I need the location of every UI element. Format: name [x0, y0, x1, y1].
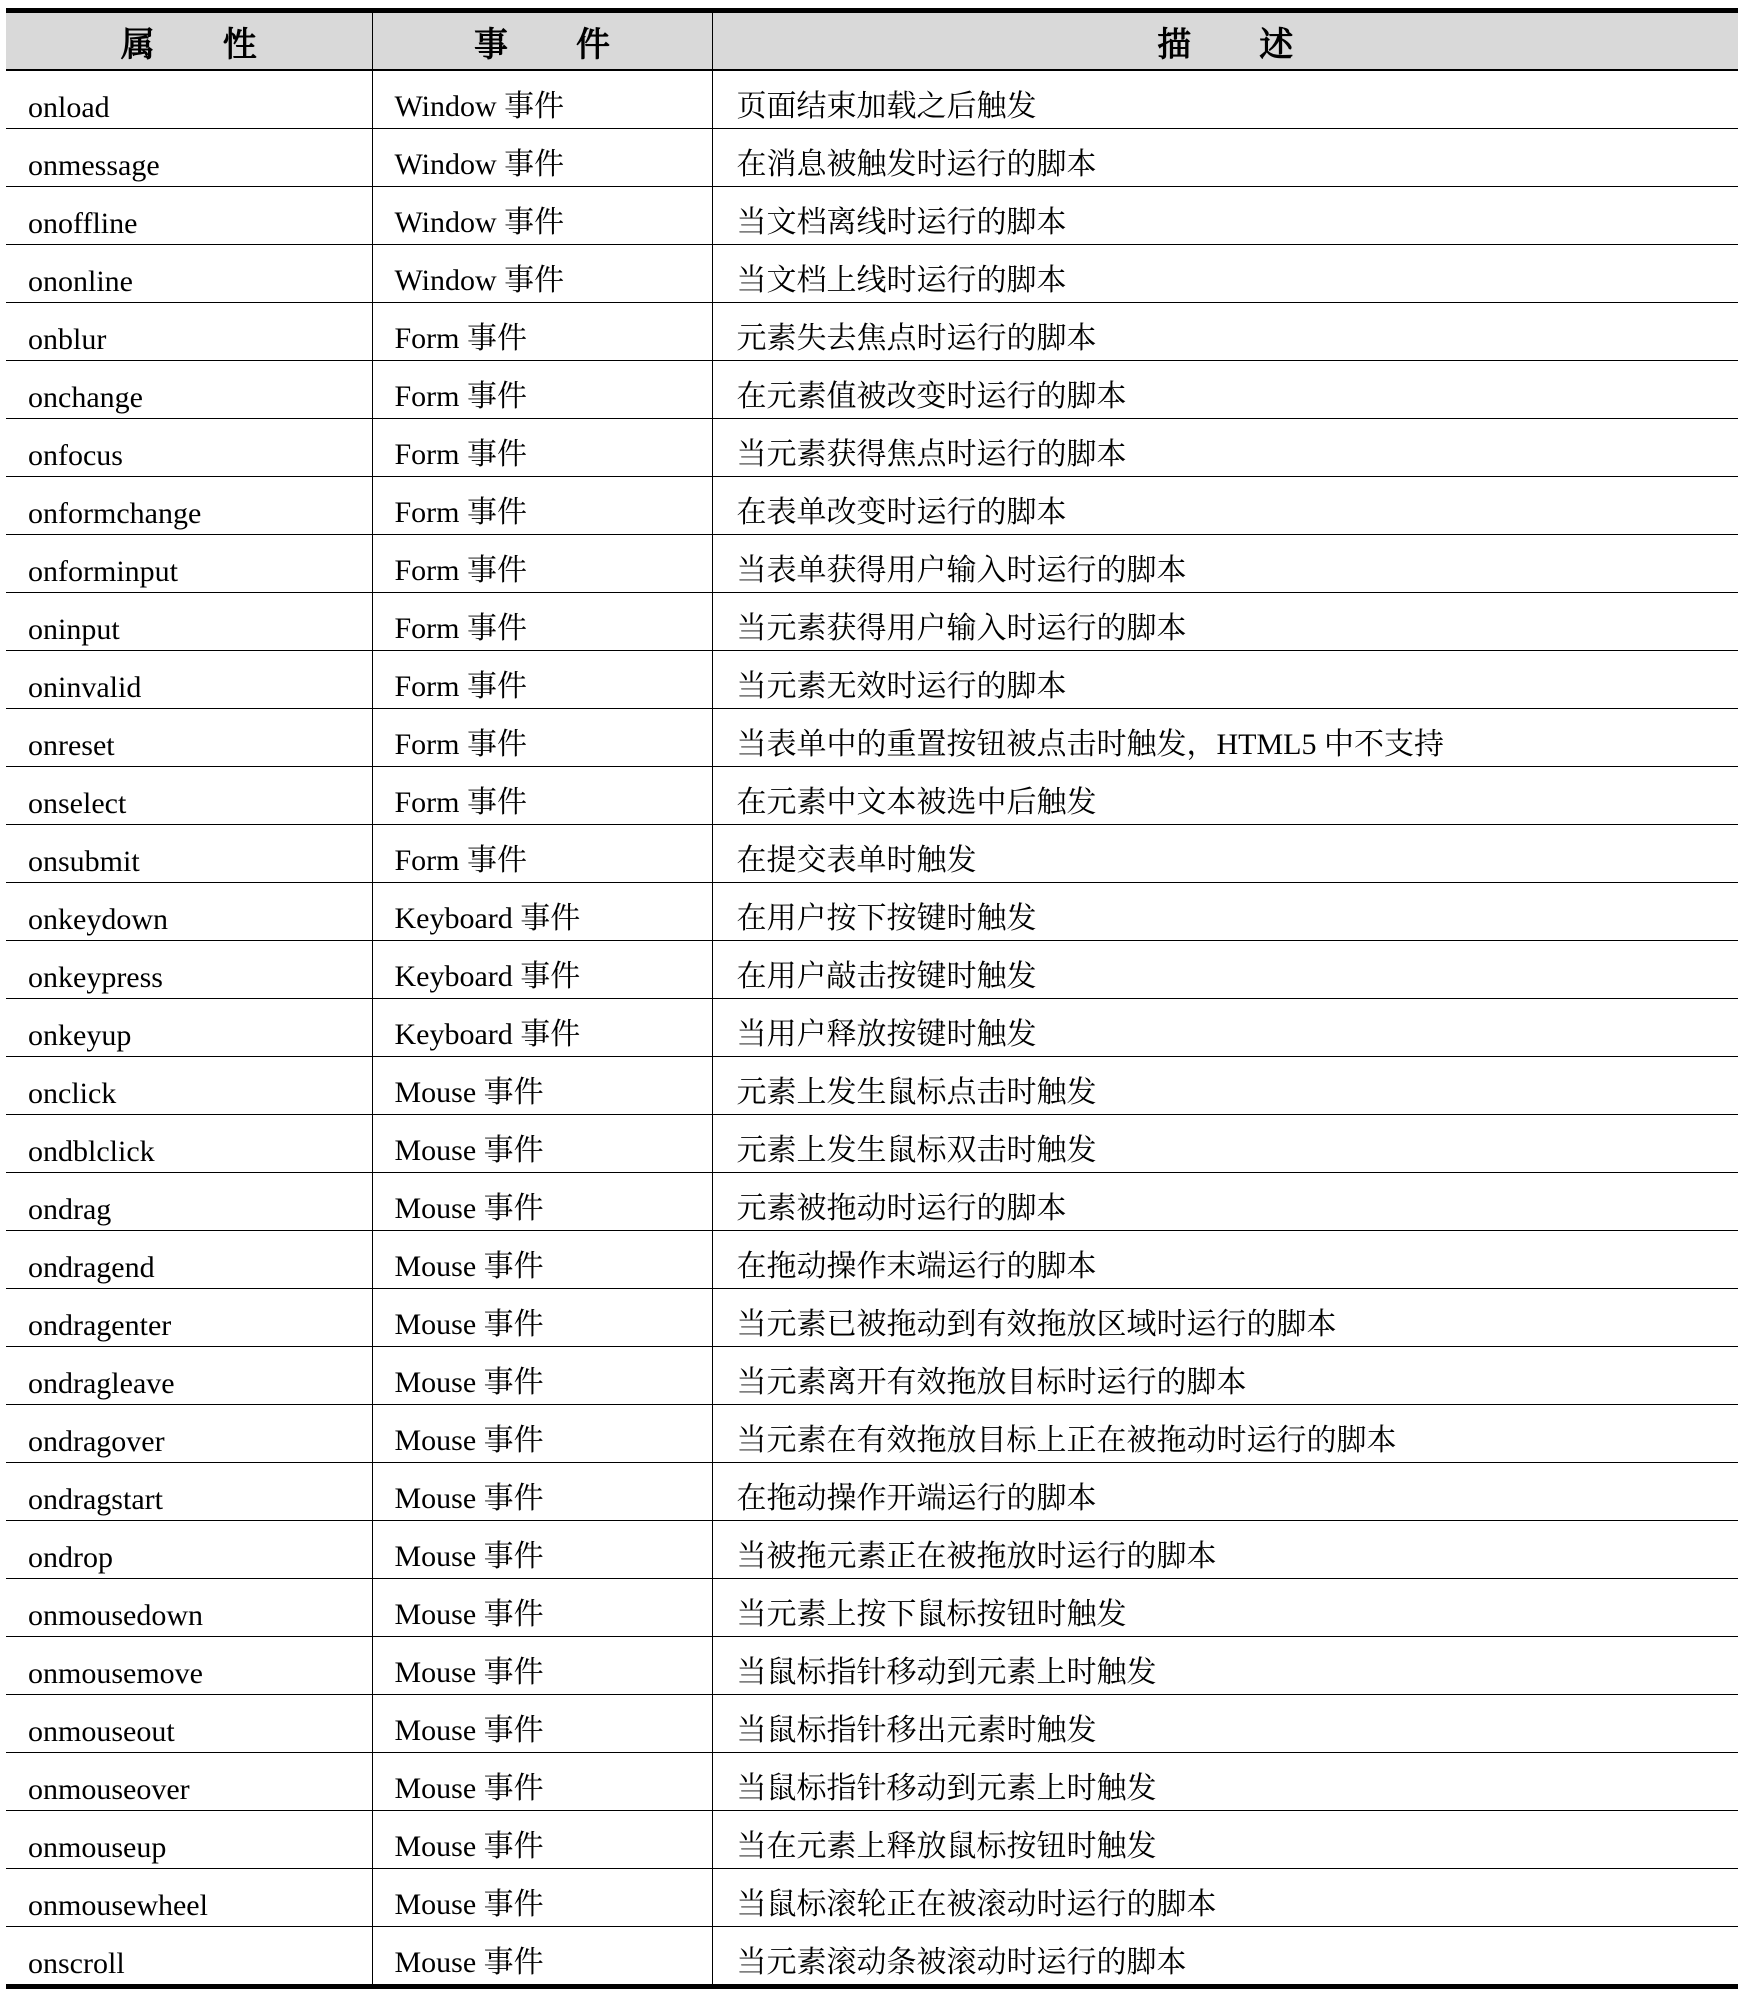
- event-type-cell: Mouse 事件: [372, 1753, 712, 1811]
- header-event: 事 件: [372, 11, 712, 71]
- description-cell: 当元素获得用户输入时运行的脚本: [712, 593, 1738, 651]
- description-cell: 当表单中的重置按钮被点击时触发，HTML5 中不支持: [712, 709, 1738, 767]
- event-type-cell: Form 事件: [372, 593, 712, 651]
- table-row: [6, 187, 1738, 245]
- header-attribute: 属 性: [6, 11, 372, 71]
- attribute-cell: onsubmit: [6, 825, 372, 883]
- description-cell: 在元素中文本被选中后触发: [712, 767, 1738, 825]
- description-cell: 元素上发生鼠标点击时触发: [712, 1057, 1738, 1115]
- event-type-cell: Keyboard 事件: [372, 941, 712, 999]
- description-cell: 在消息被触发时运行的脚本: [712, 129, 1738, 187]
- event-type-cell: Mouse 事件: [372, 1115, 712, 1173]
- description-cell: 当被拖元素正在被拖放时运行的脚本: [712, 1521, 1738, 1579]
- event-type-cell: Window 事件: [372, 129, 712, 187]
- table-row: [6, 883, 1738, 941]
- event-type-cell: Form 事件: [372, 477, 712, 535]
- description-cell: 当鼠标指针移动到元素上时触发: [712, 1753, 1738, 1811]
- event-type-cell: Mouse 事件: [372, 1347, 712, 1405]
- attribute-cell: onoffline: [6, 187, 372, 245]
- description-cell: 当元素上按下鼠标按钮时触发: [712, 1579, 1738, 1637]
- event-type-cell: Window 事件: [372, 70, 712, 129]
- event-type-cell: Form 事件: [372, 535, 712, 593]
- table-row: [6, 1347, 1738, 1405]
- event-type-cell: Mouse 事件: [372, 1289, 712, 1347]
- table-row: [6, 1695, 1738, 1753]
- table-row: [6, 1057, 1738, 1115]
- event-type-cell: Mouse 事件: [372, 1869, 712, 1927]
- description-cell: 在用户按下按键时触发: [712, 883, 1738, 941]
- attribute-cell: onscroll: [28, 1947, 125, 1980]
- attribute-cell: ononline: [6, 245, 372, 303]
- event-type-cell: Window 事件: [372, 245, 712, 303]
- description-cell: 当鼠标指针移动到元素上时触发: [712, 1637, 1738, 1695]
- event-type-cell: Form 事件: [372, 303, 712, 361]
- attribute-cell: onselect: [6, 767, 372, 825]
- table-row: [6, 767, 1738, 825]
- attribute-cell: ondragstart: [6, 1463, 372, 1521]
- attribute-cell: oninput: [6, 593, 372, 651]
- attribute-cell: onchange: [6, 361, 372, 419]
- table-row: [6, 1173, 1738, 1231]
- table-row: [6, 535, 1738, 593]
- table-row: [6, 1753, 1738, 1811]
- event-type-cell: Mouse 事件: [372, 1637, 712, 1695]
- table-row: [6, 1869, 1738, 1927]
- attribute-cell: onreset: [6, 709, 372, 767]
- description-cell: 当文档离线时运行的脚本: [712, 187, 1738, 245]
- attribute-cell: onkeydown: [6, 883, 372, 941]
- attribute-cell: onkeypress: [6, 941, 372, 999]
- attribute-cell: onclick: [6, 1057, 372, 1115]
- event-type-cell: Form 事件: [372, 825, 712, 883]
- description-cell: 当元素无效时运行的脚本: [712, 651, 1738, 709]
- event-type-cell: Mouse 事件: [372, 1521, 712, 1579]
- attribute-cell: onmessage: [6, 129, 372, 187]
- description-cell: 当元素滚动条被滚动时运行的脚本: [712, 1927, 1738, 1987]
- attribute-cell: onfocus: [6, 419, 372, 477]
- table-row: [6, 1463, 1738, 1521]
- attribute-cell: ondragover: [6, 1405, 372, 1463]
- table-row: [6, 1231, 1738, 1289]
- table-row: [6, 1521, 1738, 1579]
- header-description: 描 述: [712, 11, 1738, 71]
- event-type-cell: Mouse 事件: [372, 1927, 712, 1987]
- description-cell: 元素失去焦点时运行的脚本: [712, 303, 1738, 361]
- event-type-cell: Keyboard 事件: [372, 883, 712, 941]
- event-type-cell: Mouse 事件: [372, 1405, 712, 1463]
- description-cell: 当元素离开有效拖放目标时运行的脚本: [712, 1347, 1738, 1405]
- description-cell: 当文档上线时运行的脚本: [712, 245, 1738, 303]
- event-type-cell: Form 事件: [372, 361, 712, 419]
- description-cell: 在拖动操作开端运行的脚本: [712, 1463, 1738, 1521]
- attribute-cell: onmouseout: [6, 1695, 372, 1753]
- description-cell: 当鼠标指针移出元素时触发: [712, 1695, 1738, 1753]
- table-row: [6, 651, 1738, 709]
- attribute-cell: onload: [6, 70, 372, 129]
- table-row: [6, 477, 1738, 535]
- description-cell: 在用户敲击按键时触发: [712, 941, 1738, 999]
- description-cell: 元素上发生鼠标双击时触发: [712, 1115, 1738, 1173]
- table-row: [6, 941, 1738, 999]
- event-attributes-table: [6, 8, 1738, 1989]
- description-cell: 当元素在有效拖放目标上正在被拖动时运行的脚本: [712, 1405, 1738, 1463]
- description-cell: 页面结束加载之后触发: [712, 70, 1738, 129]
- table-row: [6, 593, 1738, 651]
- table-row: [6, 1811, 1738, 1869]
- description-cell: 在拖动操作末端运行的脚本: [712, 1231, 1738, 1289]
- table-row: [6, 70, 1738, 129]
- attribute-cell: oninvalid: [6, 651, 372, 709]
- event-type-cell: Form 事件: [372, 419, 712, 477]
- event-type-cell: Mouse 事件: [372, 1463, 712, 1521]
- description-cell: 当表单获得用户输入时运行的脚本: [712, 535, 1738, 593]
- attribute-cell: ondragend: [6, 1231, 372, 1289]
- event-type-cell: Mouse 事件: [372, 1231, 712, 1289]
- table-row: [6, 1115, 1738, 1173]
- event-type-cell: Mouse 事件: [372, 1811, 712, 1869]
- attribute-cell: onmousemove: [6, 1637, 372, 1695]
- event-attributes-table-container: [6, 8, 1738, 1989]
- table-body: [6, 70, 1738, 1987]
- description-cell: 当元素已被拖动到有效拖放区域时运行的脚本: [712, 1289, 1738, 1347]
- description-cell: 在表单改变时运行的脚本: [712, 477, 1738, 535]
- description-cell: 当元素获得焦点时运行的脚本: [712, 419, 1738, 477]
- description-cell: 当鼠标滚轮正在被滚动时运行的脚本: [712, 1869, 1738, 1927]
- attribute-cell: ondrop: [6, 1521, 372, 1579]
- attribute-cell: onmouseover: [6, 1753, 372, 1811]
- attribute-cell: onformchange: [6, 477, 372, 535]
- event-type-cell: Form 事件: [372, 709, 712, 767]
- event-type-cell: Form 事件: [372, 767, 712, 825]
- description-cell: 在提交表单时触发: [712, 825, 1738, 883]
- table-row: [6, 361, 1738, 419]
- table-row: [6, 1405, 1738, 1463]
- table-row: [6, 1637, 1738, 1695]
- attribute-cell: ondrag: [6, 1173, 372, 1231]
- table-row: [6, 825, 1738, 883]
- description-cell: 当在元素上释放鼠标按钮时触发: [712, 1811, 1738, 1869]
- event-type-cell: Mouse 事件: [372, 1057, 712, 1115]
- attribute-cell: onkeyup: [6, 999, 372, 1057]
- table-header-row: [6, 11, 1738, 71]
- attribute-cell: onmousedown: [6, 1579, 372, 1637]
- table-row: [6, 129, 1738, 187]
- description-cell: 元素被拖动时运行的脚本: [712, 1173, 1738, 1231]
- table-row: [6, 245, 1738, 303]
- table-row: [6, 1289, 1738, 1347]
- event-type-cell: Keyboard 事件: [372, 999, 712, 1057]
- attribute-cell: ondragleave: [6, 1347, 372, 1405]
- table-row: [6, 1579, 1738, 1637]
- table-row: [6, 999, 1738, 1057]
- event-type-cell: Window 事件: [372, 187, 712, 245]
- table-row: [6, 709, 1738, 767]
- event-type-cell: Mouse 事件: [372, 1173, 712, 1231]
- description-cell: 当用户释放按键时触发: [712, 999, 1738, 1057]
- table-row: [6, 303, 1738, 361]
- attribute-cell: onforminput: [6, 535, 372, 593]
- attribute-cell: onmousewheel: [6, 1869, 372, 1927]
- description-cell: 在元素值被改变时运行的脚本: [712, 361, 1738, 419]
- attribute-cell: onblur: [6, 303, 372, 361]
- event-type-cell: Mouse 事件: [372, 1579, 712, 1637]
- event-type-cell: Form 事件: [372, 651, 712, 709]
- attribute-cell: onmouseup: [6, 1811, 372, 1869]
- table-row: [6, 419, 1738, 477]
- attribute-cell: ondblclick: [6, 1115, 372, 1173]
- event-type-cell: Mouse 事件: [372, 1695, 712, 1753]
- attribute-cell: ondragenter: [6, 1289, 372, 1347]
